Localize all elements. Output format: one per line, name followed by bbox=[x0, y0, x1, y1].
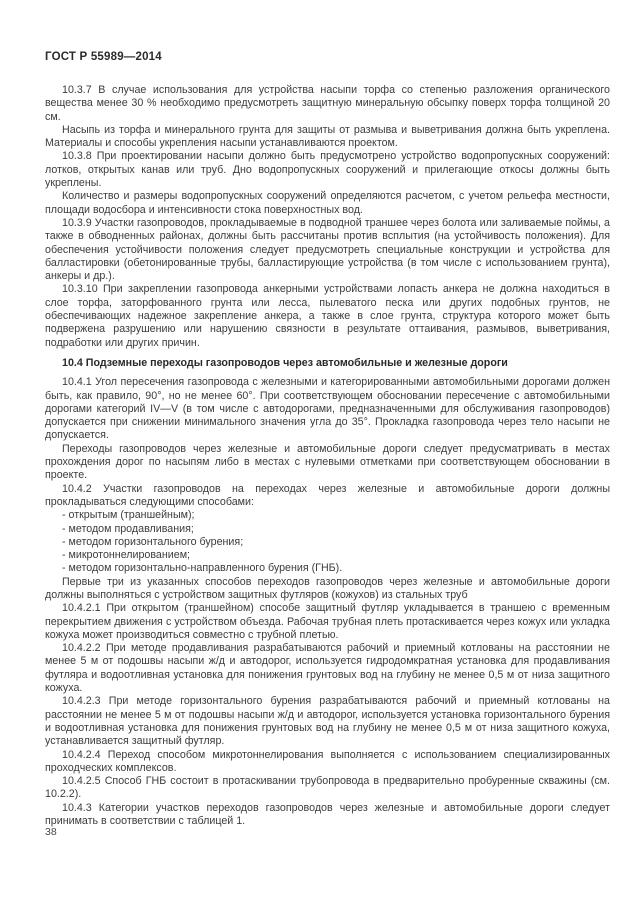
paragraph: 10.4.2.1 При открытом (траншейном) способе защитный футляр укладывается в траншею с временным перекрытием движения с устройством объезда. Рабочая трубная плеть протаскивается через кожух или укладка кожуха может производиться совместно с трубной плетью. bbox=[45, 602, 610, 641]
list-item: - открытым (траншейным); bbox=[62, 509, 195, 522]
paragraph: 10.3.10 При закреплении газопровода анкерными устройствами лопасть анкера не должна находиться в слое торфа, заторфованного грунта или лесса, пылеватого песка или других подобных грунтов, не обеспечивающих надежное закрепление анкера, а также в слое грунта, структура которого может быть подвержена разрушению или нарушению связности в результате оттаивания, размывов, выветривания, подработки или других причин. bbox=[45, 283, 610, 349]
paragraph: 10.3.7 В случае использования для устройства насыпи торфа со степенью разложения органического вещества менее 30 % необходимо предусмотреть защитную минеральную обсыпку поверх торфа толщиной 20 см. bbox=[45, 84, 610, 123]
paragraph: 10.3.9 Участки газопроводов, прокладываемые в подводной траншее через болота или заливаемые поймы, а также в обводненных районах, должны быть рассчитаны против всплытия (на устойчивость положения). Для обеспечения устойчивости положения следует предусмотреть специальные конструкции и устройства для балластировки (обетонированные трубы, балластирующие устройства (в том числе с использованием грунта), анкеры и др.). bbox=[45, 216, 610, 283]
paragraph: Количество и размеры водопропускных сооружений определяются расчетом, с учетом рельефа местности, площади водосбора и интенсивности стока поверхностных вод. bbox=[45, 190, 610, 216]
paragraph: 10.4.1 Угол пересечения газопровода с железными и категорированными автомобильными дорогами должен быть, как правило, 90°, но не менее 60°. При соответствующем обосновании пересечение с автомобильными дорогами категорий IV—V (в том числе с автодорогами, предназначенными для обслуживания газопроводов) допускается при снижении минимального значения угла до 35°. Прокладка газопровода через тело насыпи не допускается. bbox=[45, 376, 610, 442]
paragraph: 10.4.2.5 Способ ГНБ состоит в протаскивании трубопровода в предварительно пробуренные скважины (см. 10.2.2). bbox=[45, 775, 610, 801]
page-number: 38 bbox=[45, 826, 57, 838]
paragraph: Насыпь из торфа и минерального грунта для защиты от размыва и выветривания должна быть укреплена. Материалы и способы укрепления насыпи устанавливаются проектом. bbox=[45, 123, 610, 150]
section-heading: 10.4 Подземные переходы газопроводов через автомобильные и железные дороги bbox=[62, 356, 508, 369]
list-item: - микротоннелированием; bbox=[62, 549, 191, 562]
paragraph: Первые три из указанных способов переходов газопроводов через железные и автомобильные дороги должны выполняться с устройством защитных футляров (кожухов) из стальных труб bbox=[45, 575, 610, 601]
paragraph: 10.4.2 Участки газопроводов на переходах через железные и автомобильные дороги должны прокладываться следующими способами: bbox=[45, 482, 610, 508]
list-item: - методом продавливания; bbox=[62, 522, 194, 535]
paragraph: Переходы газопроводов через железные и автомобильные дороги следует предусматривать в местах прохождения дорог по насыпям либо в местах с нулевыми отметками при соответствующем обосновании в проекте. bbox=[45, 442, 610, 482]
document-content bbox=[45, 84, 610, 828]
paragraph: 10.4.2.3 При методе горизонтального бурения разрабатываются рабочий и приемный котлованы на расстоянии не менее 5 м от подошвы насыпи ж/д и автодорог, используется установка горизонтального бурения и водоотливная установка для понижения грунтовых вод на глубину не менее 0,5 м от низа защитного кожуха, устанавливается защитный футляр. bbox=[45, 695, 610, 748]
paragraph: 10.3.8 При проектировании насыпи должно быть предусмотрено устройство водопропускных сооружений: лотков, открытых канав или труб. Дно водопропускных сооружений и прилегающие откосы должны быть укреплены. bbox=[45, 150, 610, 190]
list-item: - методом горизонтально-направленного бурения (ГНБ). bbox=[62, 562, 343, 575]
standard-code-header: ГОСТ Р 55989—2014 bbox=[45, 51, 162, 63]
list-item: - методом горизонтального бурения; bbox=[62, 535, 244, 548]
paragraph: 10.4.2.4 Переход способом микротоннелирования выполняется с использованием специализированных проходческих комплексов. bbox=[45, 748, 610, 774]
paragraph: 10.4.2.2 При методе продавливания разрабатываются рабочий и приемный котлованы на расстоянии не менее 5 м от подошвы насыпи ж/д и автодорог, используется гидродомкратная установка для продавливания футляра и водоотливная установка для понижения грунтовых вод на глубину не менее 0,5 м от низа защитного кожуха. bbox=[45, 642, 610, 695]
paragraph: 10.4.3 Категории участков переходов газопроводов через железные и автомобильные дороги следует принимать в соответствии с таблицей 1. bbox=[45, 801, 610, 828]
